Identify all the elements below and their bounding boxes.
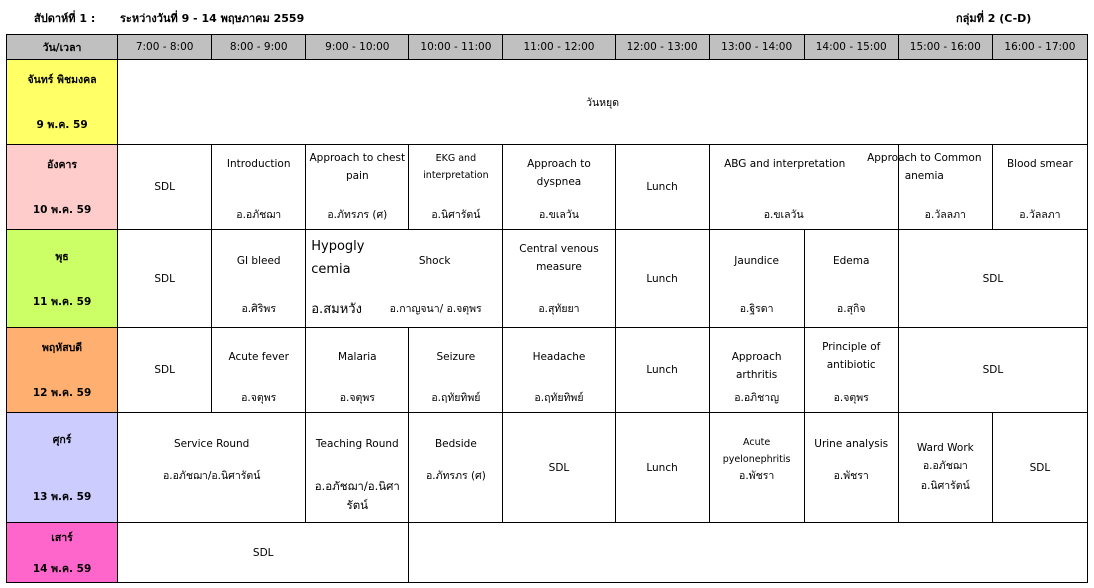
session-cell [389,230,503,328]
session-staff: อ.จตุพร [241,392,277,404]
session-cell: SDL [118,328,212,413]
col-header-16: 16:00 - 17:00 [992,35,1087,60]
session-cell [306,328,409,413]
col-header-9: 9:00 - 10:00 [306,35,409,60]
session-title: Acute pyelonephritis [722,437,791,465]
col-header-10: 10:00 - 11:00 [409,35,503,60]
session-staff: อ.พัชรา [739,470,775,482]
week-label: สัปดาห์ที่ 1 : [34,12,96,25]
day-name: พุธ [55,250,69,263]
session-title: Malaria [338,351,377,363]
session-cell [212,230,306,328]
header-row [7,35,1088,60]
day-cell-monday [7,60,118,145]
session-staff: อ.สุกิจ [836,303,866,315]
session-staff: อ.ภัทรภร (ศ) [327,209,388,221]
session-cell [118,413,306,523]
session-cell [306,145,409,230]
session-title: ABG and interpretation [724,158,846,170]
session-title: Principle of antibiotic [822,341,881,372]
day-date: 10 พ.ค. 59 [32,204,92,216]
session-title: Bedside [434,438,477,450]
session-title: Hypogly cemia [311,239,365,277]
session-staff: อ.จตุพร [339,392,375,404]
day-cell-saturday [7,523,118,583]
session-title: Urine analysis [814,438,889,450]
row-wednesday [7,230,1088,328]
session-cell [409,145,503,230]
session-cell [709,230,804,328]
day-name: ศุกร์ [52,433,72,446]
session-staff: อ.ศิริพร [241,303,276,315]
session-title: Approach to dyspnea [527,158,591,189]
session-title: Approach to Common anemia [867,152,982,183]
session-cell [503,328,615,413]
session-cell [212,145,306,230]
session-cell: SDL [118,523,409,583]
day-name: เสาร์ [51,531,73,544]
col-header-day: วัน/เวลา [7,35,118,60]
col-header-14: 14:00 - 15:00 [804,35,898,60]
session-title: EKG and interpretation [423,153,489,181]
session-title: Approach arthritis [731,351,782,382]
session-staff: อ.สมหวัง [311,302,362,317]
row-tuesday [7,145,1088,230]
session-staff: อ.ภัทรภร (ศ) [425,470,486,482]
session-cell [503,230,615,328]
session-cell [867,145,992,230]
session-title: Headache [532,351,586,363]
day-date: 13 พ.ค. 59 [32,490,92,503]
lunch-cell: Lunch [615,230,709,328]
lunch-cell: Lunch [615,328,709,413]
day-date: 11 พ.ค. 59 [32,295,92,308]
session-title: Central venous measure [519,243,599,274]
session-cell: SDL [503,413,615,523]
session-cell: SDL [898,328,1087,413]
session-staff: อ.อภัชฌา [236,209,282,221]
group-label: กลุ่มที่ 2 (C-D) [956,12,1032,25]
session-staff: อ.ฐิรดา [739,303,774,315]
session-cell [709,413,804,523]
col-header-12: 12:00 - 13:00 [615,35,709,60]
session-title: Ward Work [916,442,974,454]
session-cell [804,230,898,328]
day-name: พฤหัสบดี [42,342,83,354]
lunch-cell: Lunch [615,413,709,523]
day-cell-thursday [7,328,118,413]
row-monday [7,60,1088,145]
col-header-15: 15:00 - 16:00 [898,35,992,60]
session-staff: อ.ขเลวัน [763,209,804,221]
session-cell: SDL [992,413,1087,523]
session-title: Teaching Round [315,438,399,450]
holiday-cell: วันหยุด [118,60,1088,145]
session-staff: อ.วัลลภา [924,209,966,221]
session-cell [992,145,1087,230]
session-cell [306,413,409,523]
session-cell [503,145,615,230]
session-title: GI bleed [236,255,281,267]
session-staff: อ.ฤทัยทิพย์ [534,392,584,404]
session-staff: อ.อภัชฌา/อ.นิศารัตน์ [162,470,261,482]
day-cell-tuesday [7,145,118,230]
session-title: Blood smear [1006,158,1073,170]
row-friday [7,413,1088,523]
col-header-13: 13:00 - 14:00 [709,35,804,60]
day-name: จันทร์ พิชมงคล [27,74,97,86]
session-cell: SDL [118,230,212,328]
session-staff: อ.อภิชาญ [734,392,780,404]
session-title: Shock [418,255,451,267]
session-title: Introduction [226,158,291,170]
empty-cell [409,523,1088,583]
session-title: Edema [833,255,870,267]
session-title: Acute fever [228,351,289,363]
session-cell [898,413,992,523]
session-staff: อ.จตุพร [833,392,869,404]
session-cell [212,328,306,413]
session-staff-2: อ.นิศารัตน์ [920,480,970,492]
session-title: Seizure [436,351,476,363]
col-header-8: 8:00 - 9:00 [212,35,306,60]
session-cell [804,413,898,523]
row-thursday [7,328,1088,413]
day-cell-friday [7,413,118,523]
session-staff: อ.พัชรา [833,470,869,482]
session-staff: อ.นิศารัตน์ [431,209,481,221]
session-cell: SDL [898,230,1087,328]
session-staff: อ.ขเลวัน [539,209,579,221]
day-date: 9 พ.ค. 59 [36,119,88,131]
schedule-table [6,34,1088,583]
session-cell [409,328,503,413]
day-date: 14 พ.ค. 59 [32,562,92,575]
col-header-11: 11:00 - 12:00 [503,35,615,60]
session-staff: อ.กาญจนา/ อ.จตุพร [389,303,482,315]
date-range: ระหว่างวันที่ 9 - 14 พฤษภาคม 2559 [120,12,305,25]
session-title: Approach to chest pain [309,152,406,183]
session-cell [409,413,503,523]
session-cell: SDL [118,145,212,230]
col-header-7: 7:00 - 8:00 [118,35,212,60]
session-staff: อ.ฤทัยทิพย์ [431,392,481,404]
session-title: Jaundice [734,255,779,267]
session-staff: อ.สุทัยยา [538,303,580,315]
session-title: Service Round [173,438,250,450]
row-saturday [7,523,1088,583]
day-name: อังคาร [47,159,78,171]
session-staff: อ.อภัชฌา/อ.นิศา รัตน์ [314,478,400,513]
day-date: 12 พ.ค. 59 [32,387,92,399]
session-staff: อ.วัลลภา [1019,209,1061,221]
session-staff: อ.อภัชฌา [922,460,968,472]
day-cell-wednesday [7,230,118,328]
lunch-cell: Lunch [615,145,709,230]
session-cell [709,328,804,413]
session-cell [804,328,898,413]
